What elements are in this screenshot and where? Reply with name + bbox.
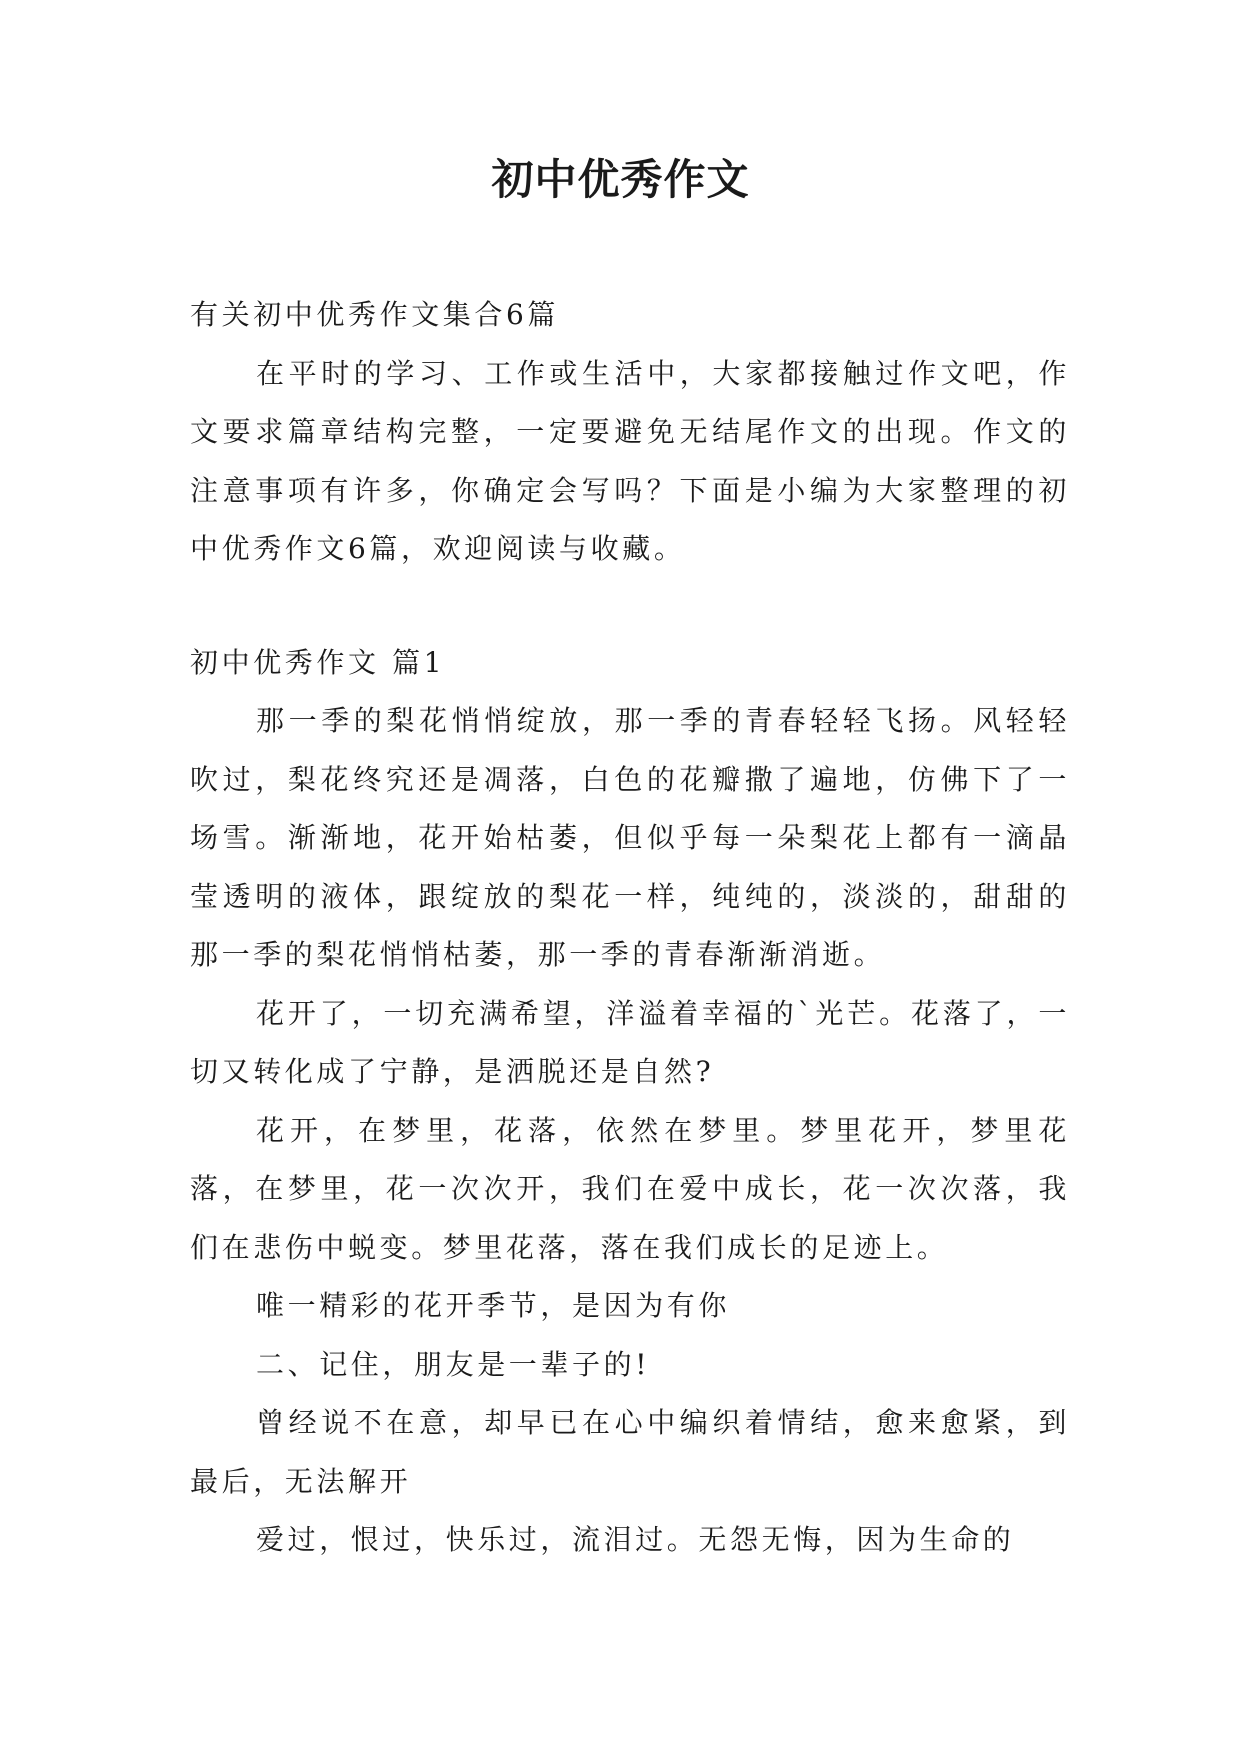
- body-paragraph: 爱过，恨过，快乐过，流泪过。无怨无悔，因为生命的: [256, 1523, 1015, 1556]
- section-heading: 初中优秀作文 篇1: [190, 645, 446, 679]
- document-subtitle: 有关初中优秀作文集合6篇: [190, 298, 560, 331]
- body-paragraph: 曾经说不在意，却早已在心中编织着情结，愈来愈紧，到最后，无法解开: [190, 1406, 1070, 1498]
- document-title: 初中优秀作文: [491, 155, 750, 204]
- intro-paragraph: 在平时的学习、工作或生活中，大家都接触过作文吧，作文要求篇章结构完整，一定要避免无结尾作文的出现。作文的注意事项有许多，你确定会写吗？下面是小编为大家整理的初中优秀作文6篇，欢迎阅读与收藏。: [190, 356, 1070, 565]
- body-paragraph: 二、记住，朋友是一辈子的!: [256, 1347, 651, 1381]
- body-paragraph: 花开了，一切充满希望，洋溢着幸福的`光芒。花落了，一切又转化成了宁静，是洒脱还是自然?: [190, 996, 1070, 1088]
- body-paragraph: 花开，在梦里，花落，依然在梦里。梦里花开，梦里花落，在梦里，花一次次开，我们在爱中成长，花一次次落，我们在悲伤中蜕变。梦里花落，落在我们成长的足迹上。: [190, 1113, 1070, 1264]
- body-paragraph: 那一季的梨花悄悄绽放，那一季的青春轻轻飞扬。风轻轻吹过，梨花终究还是凋落，白色的花瓣撒了遍地，仿佛下了一场雪。渐渐地，花开始枯萎，但似乎每一朵梨花上都有一滴晶莹透明的液体，跟绽放的梨花一样，纯纯的，淡淡的，甜甜的那一季的梨花悄悄枯萎，那一季的青春渐渐消逝。: [190, 704, 1070, 971]
- document-body: [190, 286, 1070, 1570]
- body-paragraph: 唯一精彩的花开季节，是因为有你: [256, 1289, 731, 1322]
